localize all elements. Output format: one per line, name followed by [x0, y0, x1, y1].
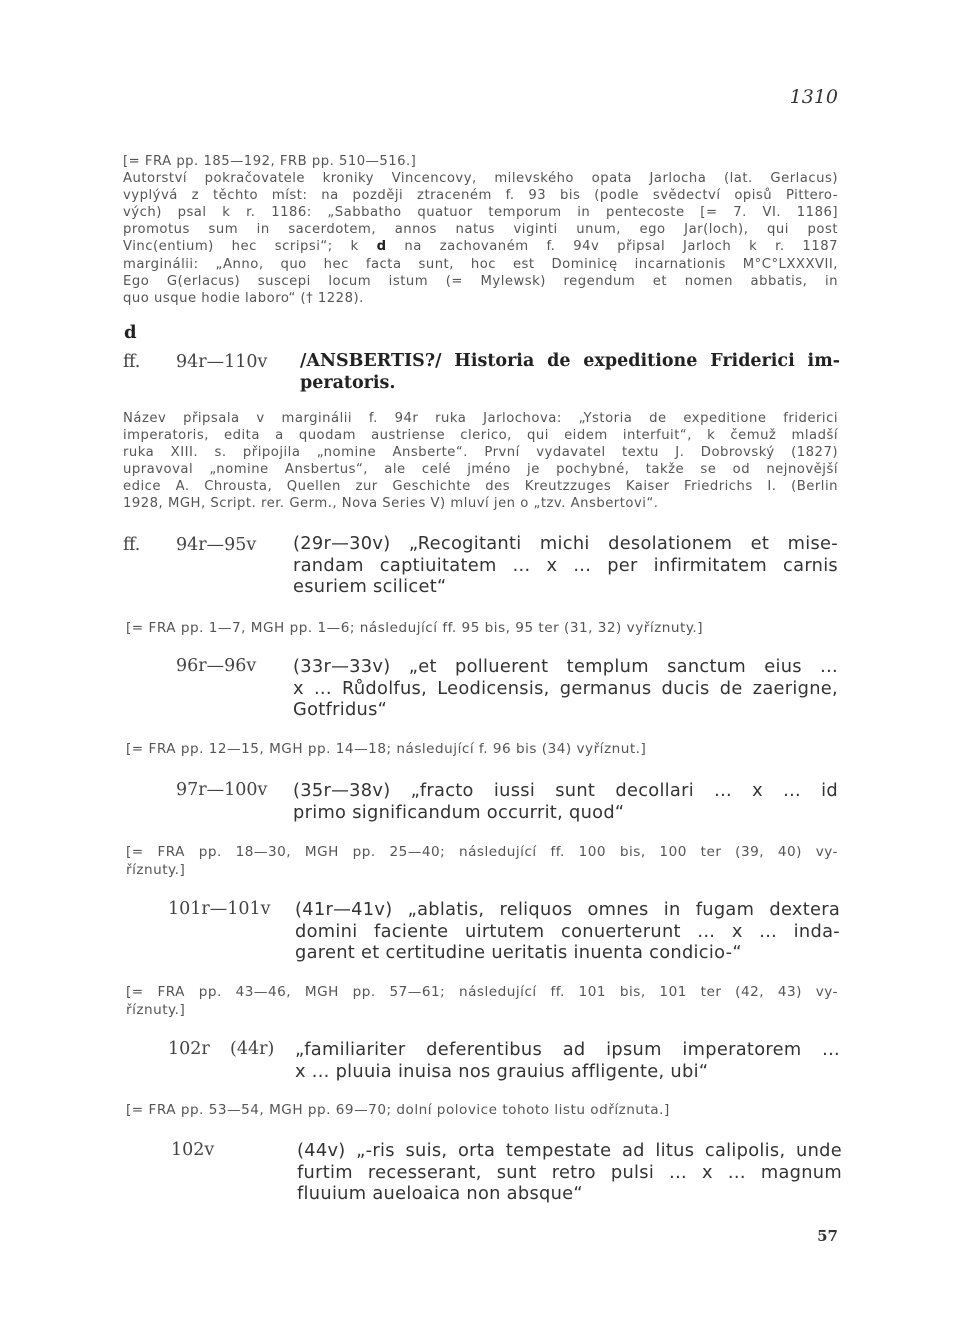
page-number-bottom: 57: [817, 1227, 838, 1245]
note-line: upravoval „nomine Ansbertus“, ale celé jméno je pochybné, takže se od nejnovější: [123, 462, 838, 478]
entry-folios: 94r—95v: [176, 535, 257, 555]
incipit-text: „fracto iussi sunt decollari ... x ... id: [410, 780, 838, 801]
intro-line: Ego G(erlacus) suscepi locum istum (= Mylewsk) regendum et nomen abbatis, in: [123, 273, 838, 289]
intro-line-part: Vinc(entium) hec scripsi“; k: [123, 239, 359, 255]
intro-line: Autorství pokračovatele kroniky Vincencovy, milevského opata Jarlocha (lat. Gerlacus): [123, 171, 838, 187]
entry-pages: (44r): [230, 1039, 275, 1059]
incipit-line: Gotfridus“: [293, 699, 388, 720]
reference-line: [= FRA pp. 12—15, MGH pp. 14—18; následující f. 96 bis (34) vyříznut.]: [126, 741, 647, 757]
entry-incipit: [293, 656, 838, 721]
incipit-line: x ... Růdolfus, Leodicensis, germanus ducis de zaerigne,: [293, 677, 838, 699]
entry-folios: 97r—100v: [176, 780, 268, 800]
section-folios: 94r—110v: [176, 352, 268, 372]
entry-reference: [126, 620, 838, 638]
section-siglum: d: [124, 322, 137, 343]
section-title-line: /ANSBERTIS?/ Historia de expeditione Friderici im-: [300, 351, 840, 371]
entry-incipit: [293, 780, 838, 823]
reference-line: říznuty.]: [126, 861, 186, 878]
entry-incipit: [295, 899, 840, 964]
entry-incipit: [295, 1039, 840, 1082]
incipit-text: „et polluerent templum sanctum eius ...: [408, 656, 838, 677]
intro-line: vých) psal k r. 1186: „Sabbatho quatuor temporum in pentecoste [= 7. VI. 1186]: [123, 205, 838, 221]
entry-folios: 96r—96v: [176, 656, 257, 676]
note-line: Název připsala v marginálii f. 94r ruka Jarlochova: „Ystoria de expeditione friderici: [123, 411, 838, 426]
reference-line: [= FRA pp. 43—46, MGH pp. 57—61; následující ff. 101 bis, 101 ter (42, 43) vy-: [126, 984, 838, 1000]
entry-folios: 102v: [171, 1140, 215, 1160]
entry-reference: [126, 984, 838, 1019]
entry-ff-label: ff.: [123, 535, 141, 555]
intro-line: marginálii: „Anno, quo hec facta sunt, hoc est Dominicę incarnationis M°C°LXXXVII,: [123, 256, 838, 272]
incipit-text: „Recogitanti michi desolationem et mise-: [408, 533, 838, 554]
incipit-line: domini faciente uirtutem conuerterunt ... x ... inda-: [295, 920, 840, 942]
incipit-line: [295, 899, 840, 921]
entry-pages: (33r—33v): [293, 656, 391, 677]
entry-reference: [126, 1102, 838, 1120]
incipit-line: [293, 533, 838, 555]
inline-siglum: d: [376, 239, 387, 255]
note-line: imperatoris, edita a quodam austriense clerico, qui eidem interfuit“, k čemuž mladší: [123, 428, 838, 444]
reference-line: říznuty.]: [126, 1001, 186, 1018]
reference-line: [= FRA pp. 1—7, MGH pp. 1—6; následující ff. 95 bis, 95 ter (31, 32) vyříznuty.]: [126, 620, 704, 636]
incipit-line: [297, 1140, 842, 1162]
intro-line: [= FRA pp. 185—192, FRB pp. 510—516.]: [123, 154, 417, 169]
note-line: edice A. Chrousta, Quellen zur Geschichte des Kreutzzuges Kaiser Friedrichs I. (Berlin: [123, 479, 838, 495]
intro-line: vyplývá z těchto míst: na později ztraceném f. 93 bis (podle svědectví opisů Pittero-: [123, 188, 838, 204]
incipit-line: fluuium aueloaica non absque“: [297, 1183, 583, 1204]
incipit-line: primo significandum occurrit, quod“: [293, 801, 625, 823]
incipit-line: garent et certitudine ueritatis inuenta condicio-“: [295, 942, 742, 963]
incipit-line: furtim recesserant, sunt retro pulsi ... x ... magnum: [297, 1161, 842, 1183]
reference-line: [= FRA pp. 53—54, MGH pp. 69—70; dolní polovice tohoto listu odříznuta.]: [126, 1102, 670, 1118]
entry-pages: (35r—38v): [293, 780, 391, 801]
section-note: [123, 410, 838, 513]
page-number-top: 1310: [789, 86, 838, 108]
intro-paragraph: [123, 153, 838, 307]
entry-pages: (44v): [297, 1140, 346, 1161]
entry-incipit: [297, 1140, 842, 1205]
incipit-line: randam captiuitatem ... x ... per infirmitatem carnis: [293, 554, 838, 576]
incipit-line: esuriem scilicet“: [293, 576, 447, 597]
note-line: 1928, MGH, Script. rer. Germ., Nova Series V) mluví jen o „tzv. Ansbertovi“.: [123, 496, 659, 512]
section-title-line: peratoris.: [300, 373, 396, 393]
note-line: ruka XIII. s. připojila „nomine Ansberte“. První vydavatel textu J. Dobrovský (1827): [123, 445, 838, 461]
entry-reference: [126, 844, 838, 879]
entry-pages: (41r—41v): [295, 899, 393, 920]
incipit-text: „ablatis, reliquos omnes in fugam dextera: [407, 899, 841, 920]
incipit-line: [293, 780, 838, 802]
reference-line: [= FRA pp. 18—30, MGH pp. 25—40; následující ff. 100 bis, 100 ter (39, 40) vy-: [126, 844, 838, 860]
incipit-text: „-ris suis, orta tempestate ad litus calipolis, unde: [356, 1140, 843, 1161]
incipit-line: [293, 656, 838, 678]
entry-incipit: [293, 533, 838, 598]
intro-line-with-siglum: [123, 238, 838, 255]
section-ff-label: ff.: [123, 352, 141, 372]
section-title: [300, 350, 840, 394]
entry-folios: 101r—101v: [168, 899, 271, 919]
intro-line: promotus sum in sacerdotem, annos natus viginti unum, ego Jar(loch), qui post: [123, 222, 838, 238]
incipit-line: „familiariter deferentibus ad ipsum imperatorem ...: [295, 1039, 840, 1060]
entry-folios: 102r: [168, 1039, 210, 1059]
entry-pages: (29r—30v): [293, 533, 391, 554]
entry-reference: [126, 741, 838, 759]
intro-line-part: na zachovaném f. 94v připsal Jarloch k r. 1187: [404, 239, 838, 255]
incipit-line: x ... pluuia inuisa nos grauius affligente, ubi“: [295, 1060, 709, 1082]
intro-line: quo usque hodie laboro“ († 1228).: [123, 290, 364, 306]
